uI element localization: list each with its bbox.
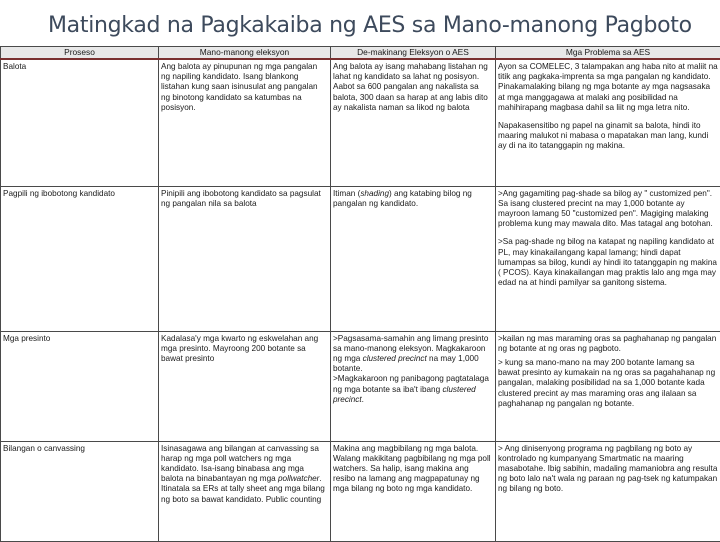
cell-aes: Makina ang magbibilang ng mga balota. Walang makikitang pagbibilang ng mga poll watchers. Sa halip, isang makina ang resibo na lamang ang magpapatunay ng mga bilang ng boto ng mga kandidato. bbox=[331, 441, 496, 541]
header-mano: Mano-manong eleksyon bbox=[159, 47, 331, 60]
aes-paragraph bbox=[333, 334, 493, 375]
cell-aes bbox=[331, 186, 496, 331]
mano-text: . Itinatala sa ERs at tally sheet ang mga bilang ng boto sa bawat kandidato. Public counting bbox=[161, 474, 325, 503]
table-header-row bbox=[1, 47, 720, 60]
problema-paragraph: Ayon sa COMELEC, 3 talampakan ang haba nito at maliit na titik ang pagkaka-imprenta sa mga pangalan ng kandidato. Pinakamalaking bilang ng mga botante ay mga nagsasaka at mga manggagawa at malaki ang posibilidad na mahihirapang magbasa dahil sa liit ng mga letra nito. bbox=[498, 62, 718, 113]
cell-mano: Kadalasa'y mga kwarto ng eskwelahan ang mga presinto. Mayroong 200 botante sa bawat presinto bbox=[159, 331, 331, 441]
page-title: Matingkad na Pagkakaiba ng AES sa Mano-manong Pagboto bbox=[48, 13, 692, 38]
cell-aes: Ang balota ay isang mahabang listahan ng lahat ng kandidato sa lahat ng posisyon. Aabot sa 600 pangalan ang nakalista sa balota, 300 daan sa harap at ang labis dito ay nakalista naman sa likod ng balota bbox=[331, 59, 496, 186]
aes-text: >Pagsasama-samahin ang limang presinto sa mano-manong eleksyon. Magkakaroon ng mga bbox=[333, 334, 488, 363]
cell-aes bbox=[331, 331, 496, 441]
cell-proseso: Bilangan o canvassing bbox=[1, 441, 159, 541]
header-proseso: Proseso bbox=[1, 47, 159, 60]
mano-text: Isinasagawa ang bilangan at canvassing sa harap ng mga poll watchers ng mga kandidato. Isa-isang binabasa ang mga balota na binabantayan ng mga bbox=[161, 444, 319, 484]
aes-paragraph bbox=[333, 374, 493, 405]
aes-emphasis: clustered precinct bbox=[363, 354, 427, 363]
aes-text: ) ang katabing bilog ng pangalan ng kandidato. bbox=[333, 189, 472, 208]
cell-mano: Pinipili ang ibobotong kandidato sa pagsulat ng pangalan nila sa balota bbox=[159, 186, 331, 331]
aes-text: . bbox=[362, 395, 364, 404]
table-row bbox=[1, 331, 720, 441]
header-problema: Mga Problema sa AES bbox=[496, 47, 720, 60]
aes-text: >Magkakaroon ng panibagong pagtatalaga ng mga botante sa iba't ibang bbox=[333, 374, 489, 393]
cell-problema bbox=[496, 59, 720, 186]
mano-emphasis: pollwatcher bbox=[278, 474, 319, 483]
cell-problema: > Ang dinisenyong programa ng pagbilang ng boto ay kontrolado ng kumpanyang Smartmatic na maaring masabotahe. Ibig sabihin, madaling mamaniobra ang resulta ng boto lalo na't wala ng paraan ng pag-tsek ng katumpakan ng bilang ng boto. bbox=[496, 441, 720, 541]
problema-paragraph: >Sa pag-shade ng bilog na katapat ng napiling kandidato at PL, may kinakailangang kapal lamang; hindi dapat lumampas sa bilog, kundi ay hindi ito tatanggapin ng makina ( PCOS). Kaya kinakailangan mag praktis lalo ang mga may edad na at hindi pamilyar sa ganitong sistema. bbox=[498, 237, 718, 288]
cell-problema bbox=[496, 186, 720, 331]
cell-problema bbox=[496, 331, 720, 441]
table-row bbox=[1, 59, 720, 186]
comparison-table bbox=[0, 46, 720, 542]
aes-emphasis: shading bbox=[360, 189, 389, 198]
problema-paragraph: Napakasensitibo ng papel na ginamit sa balota, hindi ito maaring malukot ni mabasa o mapatakan man lang, kundi ay di na ito tatanggapin ng makina. bbox=[498, 121, 718, 152]
cell-proseso: Mga presinto bbox=[1, 331, 159, 441]
cell-mano: Ang balota ay pinupunan ng mga pangalan ng napiling kandidato. Isang blankong listahan kung saan isinusulat ang pangalan ng binotong kandidato sa katumbas na posisyon. bbox=[159, 59, 331, 186]
aes-emphasis: clustered precinct bbox=[333, 385, 476, 404]
header-aes: De-makinang Eleksyon o AES bbox=[331, 47, 496, 60]
table-row bbox=[1, 186, 720, 331]
aes-text: Itiman ( bbox=[333, 189, 360, 198]
problema-paragraph: > kung sa mano-mano na may 200 botante lamang sa bawat presinto ay kumakain na ng oras sa pagahahanap ng pangalan, malaking posibilidad na sa 1,000 botante kada clustered precint ay mas maraming oras ang ilalaan sa paghahanap ng pangalan ng botante. bbox=[498, 358, 718, 409]
cell-proseso: Pagpili ng ibobotong kandidato bbox=[1, 186, 159, 331]
cell-proseso: Balota bbox=[1, 59, 159, 186]
problema-paragraph: >kailan ng mas maraming oras sa paghahanap ng pangalan ng botante at ng oras ng pagboto. bbox=[498, 334, 718, 354]
problema-paragraph: >Ang gagamiting pag-shade sa bilog ay " customized pen". Sa isang clustered precint na may 1,000 botante ay mayroon lamang 50 "customized pen". Magiging malaking problema kung may mawala dito. Mas tatagal ang botohan. bbox=[498, 189, 718, 230]
aes-text: na may 1,000 botante. bbox=[333, 354, 479, 373]
cell-mano bbox=[159, 441, 331, 541]
table-row bbox=[1, 441, 720, 541]
